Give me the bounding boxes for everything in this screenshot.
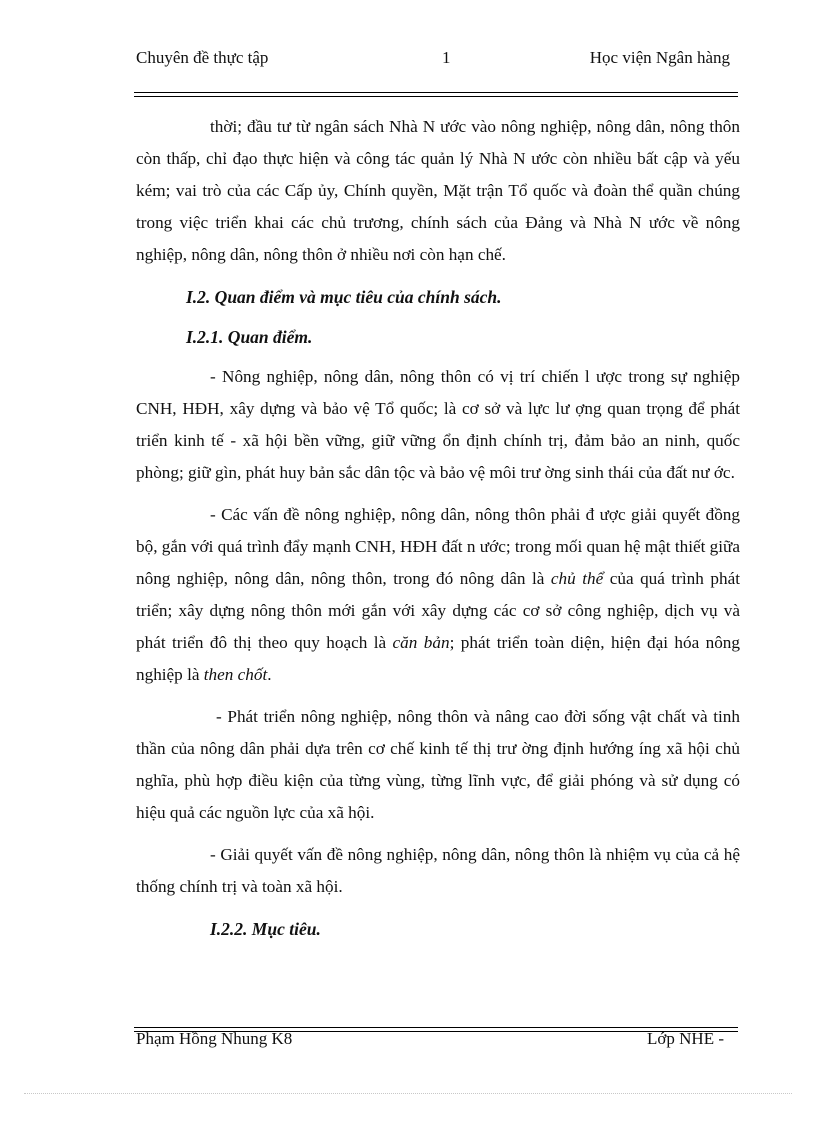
viewpoint-2-emphasis-key: then chốt <box>203 665 268 684</box>
section-heading-1-2-1: I.2.1. Quan điểm. <box>186 327 313 347</box>
footer-class: Lớp NHE - <box>647 1029 724 1048</box>
section-heading-1-2: I.2. Quan điểm và mục tiêu của chính sách. <box>186 287 502 307</box>
viewpoint-2-text-d: . <box>267 665 272 684</box>
viewpoint-2-text-b: của quá trình phát triển; xây dựng nông thôn mới gắn với xây dựng các cơ sở công nghiệp, dịch vụ và phát triển đô thị theo quy hoạch là <box>136 569 740 652</box>
section-heading-1-2-2: I.2.2. Mục tiêu. <box>210 919 321 939</box>
viewpoint-2-text-c: ; phát triển toàn diện, hiện đại hóa nông nghiệp là <box>136 633 740 684</box>
viewpoint-paragraph-1: - Nông nghiệp, nông dân, nông thôn có vị trí chiến l ược trong sự nghiệp CNH, HĐH, xây dựng và bảo vệ Tổ quốc; là cơ sở và lực lư ợng quan trọng để phát triển kinh tế - xã hội bền vững, giữ vững ổn định chính trị, đảm bảo an ninh, quốc phòng; giữ gìn, phát huy bản sắc dân tộc và bảo vệ môi trư ờng sinh thái của đất nư ớc. <box>136 367 740 482</box>
viewpoint-paragraph-2 <box>136 499 740 691</box>
viewpoint-2-text-a: - Các vấn đề nông nghiệp, nông dân, nông thôn phải đ ược giải quyết đồng bộ, gắn với quá trình đẩy mạnh CNH, HĐH đất n ước; trong mối quan hệ mật thiết giữa nông nghiệp, nông dân, nông thôn, trong đó nông dân là <box>136 505 740 588</box>
header-document-title: Chuyên đề thực tập <box>136 48 269 67</box>
page-body <box>136 111 740 953</box>
footer-author: Phạm Hồng Nhung K8 <box>136 1029 293 1048</box>
viewpoint-2-emphasis-fundamental: căn bản <box>392 633 450 652</box>
header-page-number: 1 <box>442 48 451 67</box>
header-divider <box>134 92 738 97</box>
header-institution: Học viện Ngân hàng <box>589 48 730 67</box>
viewpoint-2-emphasis-subject: chủ thể <box>550 569 604 588</box>
page-bottom-edge <box>24 1093 792 1094</box>
viewpoint-paragraph-3: - Phát triển nông nghiệp, nông thôn và nâng cao đời sống vật chất và tinh thần của nông dân phải dựa trên cơ chế kinh tế thị trư ờng định hướng íng xã hội chủ nghĩa, phù hợp điều kiện của từng vùng, từng lĩnh vực, để giải phóng và sử dụng có hiệu quả các nguồn lực của xã hội. <box>136 707 740 822</box>
page-header <box>136 48 736 74</box>
viewpoint-paragraph-4: - Giải quyết vấn đề nông nghiệp, nông dân, nông thôn là nhiệm vụ của cả hệ thống chính trị và toàn xã hội. <box>136 845 740 896</box>
intro-paragraph: thời; đầu tư từ ngân sách Nhà N ước vào nông nghiệp, nông dân, nông thôn còn thấp, chỉ đạo thực hiện và công tác quản lý Nhà N ước còn nhiều bất cập và yếu kém; vai trò của các Cấp ủy, Chính quyền, Mặt trận Tổ quốc và đoàn thể quần chúng trong việc triển khai các chủ trương, chính sách của Đảng và Nhà N ước về nông nghiệp, nông dân, nông thôn ở nhiều nơi còn hạn chế. <box>136 117 740 264</box>
